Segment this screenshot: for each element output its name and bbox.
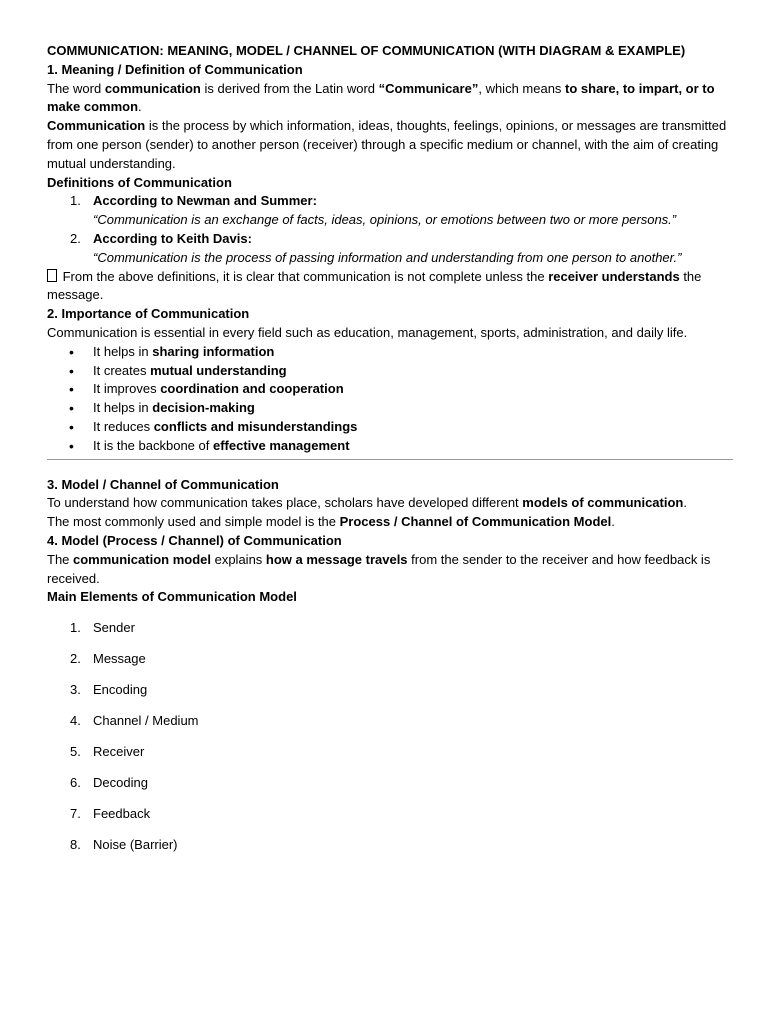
definition-paragraph: Communication is the process by which information, ideas, thoughts, feelings, opinions, or messages are transmitted from one person (sender) to another person (receiver) through a specific medium or channel, with the aim of creating mutual understanding. <box>47 118 727 171</box>
list-item: • It reduces conflicts and misunderstandings <box>47 418 727 437</box>
list-item: 1. According to Newman and Summer: “Communication is an exchange of facts, ideas, opinions, or emotions between two or more persons.” <box>47 192 727 230</box>
definitions-list <box>47 192 727 267</box>
list-item: 7. Feedback <box>70 806 151 822</box>
importance-list <box>47 343 727 456</box>
list-item: 6. Decoding <box>70 775 148 791</box>
elements-list <box>47 619 727 867</box>
section-divider <box>47 459 733 460</box>
missing-glyph-icon <box>47 269 57 282</box>
section-1-heading: 1. Meaning / Definition of Communication <box>47 61 303 77</box>
list-item: • It improves coordination and cooperation <box>47 380 727 399</box>
list-item: • It is the backbone of effective management <box>47 437 727 456</box>
section-4-heading: 4. Model (Process / Channel) of Communication <box>47 532 342 548</box>
list-item: • It creates mutual understanding <box>47 362 727 381</box>
definition-author: According to Newman and Summer: <box>93 193 317 209</box>
document-title: COMMUNICATION: MEANING, MODEL / CHANNEL OF COMMUNICATION (WITH DIAGRAM & EXAMPLE) <box>47 43 686 58</box>
model-explanation: The communication model explains how a message travels from the sender to the receiver and how feedback is received. <box>47 551 711 586</box>
models-paragraph: To understand how communication takes place, scholars have developed different models of communication. <box>47 495 687 511</box>
common-model-paragraph: The most commonly used and simple model is the Process / Channel of Communication Model. <box>47 514 615 530</box>
list-item: • It helps in sharing information <box>47 343 727 362</box>
document-page <box>47 42 727 867</box>
list-item: 2. According to Keith Davis: “Communication is the process of passing information and understanding from one person to another.” <box>47 230 727 268</box>
list-item: 8. Noise (Barrier) <box>70 837 178 853</box>
list-item: 2. Message <box>70 651 146 667</box>
definition-author: According to Keith Davis: <box>93 230 252 246</box>
definition-quote: “Communication is an exchange of facts, ideas, opinions, or emotions between two or more persons.” <box>93 212 677 228</box>
meaning-paragraph: The word communication is derived from the Latin word “Communicare”, which means to share, to impart, or to make common. <box>47 80 715 115</box>
list-item: 3. Encoding <box>70 682 148 698</box>
list-item: 1. Sender <box>70 620 135 636</box>
list-item: 5. Receiver <box>70 744 145 760</box>
list-item: 4. Channel / Medium <box>70 713 199 729</box>
elements-heading: Main Elements of Communication Model <box>47 589 297 605</box>
section-2-heading: 2. Importance of Communication <box>47 306 250 322</box>
section-3-heading: 3. Model / Channel of Communication <box>47 476 279 492</box>
definitions-heading: Definitions of Communication <box>47 174 232 190</box>
definition-quote: “Communication is the process of passing information and understanding from one person to another.” <box>93 249 682 265</box>
importance-intro: Communication is essential in every field such as education, management, sports, administration, and daily life. <box>47 324 688 340</box>
list-item: • It helps in decision-making <box>47 399 727 418</box>
conclusion-paragraph: From the above definitions, it is clear that communication is not complete unless the receiver understands the message. <box>47 268 702 303</box>
